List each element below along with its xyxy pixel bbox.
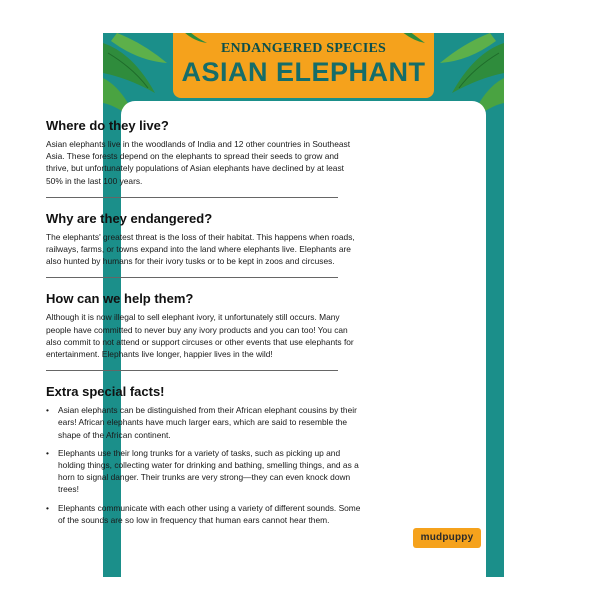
section-body: Although it is now illegal to sell elephant ivory, it unfortunately still occurs. Many people have committed to never buy any ivory products and you can too! You can also commit to not attend or support circuses or other events that use elephants for entertainment. Elephants live longer, happier lives in the wild! (46, 312, 354, 360)
list-item: • Asian elephants can be distinguished from their African elephant cousins by their ears! African elephants have much larger ears, which are said to resemble the shape of the African continent. (46, 405, 357, 440)
bullet-icon: • (46, 447, 49, 458)
list-item: • Elephants communicate with each other using a variety of different sounds. Some of the sounds are so low in frequency that human ears cannot hear them. (46, 502, 361, 525)
brand-logo: mudpuppy (413, 528, 481, 548)
section-body: Asian elephants live in the woodlands of India and 12 other countries in Southeast Asia. These forests depend on the elephants to spread their seeds to grow and thrive, but unfortunately populations of Asian elephants have declined by at least 50% in the last 100 years. (46, 139, 351, 186)
banner-kicker: ENDANGERED SPECIES (220, 41, 387, 56)
divider (46, 277, 338, 278)
section-why (46, 211, 361, 268)
list-item: • Elephants use their long trunks for a variety of tasks, such as picking up and holding things, collecting water for drinking and bathing, smelling things, and as a horn to signal danger. Their trunks are very strong—they can even knock down trees! (46, 447, 359, 495)
bullet-icon: • (46, 405, 49, 416)
divider (46, 197, 338, 198)
section-body: The elephants' greatest threat is the loss of their habitat. This happens when roads, railways, farms, or towns expand into the land where elephants live. Elephants are also hunted by humans for their ivory tusks or to be kept in zoos and circuses. (46, 231, 355, 267)
section-heading: Why are they endangered? (46, 210, 213, 226)
divider (46, 370, 338, 371)
content-text (46, 118, 361, 532)
facts-heading: Extra special facts! (46, 384, 165, 400)
section-facts (46, 384, 361, 526)
section-heading: How can we help them? (46, 291, 194, 307)
facts-list (46, 404, 361, 526)
section-heading: Where do they live? (46, 118, 169, 133)
section-where (46, 118, 361, 187)
title-banner (173, 33, 434, 98)
section-help (46, 291, 361, 360)
bullet-icon: • (46, 502, 49, 513)
banner-title: ASIAN ELEPHANT (181, 57, 426, 87)
